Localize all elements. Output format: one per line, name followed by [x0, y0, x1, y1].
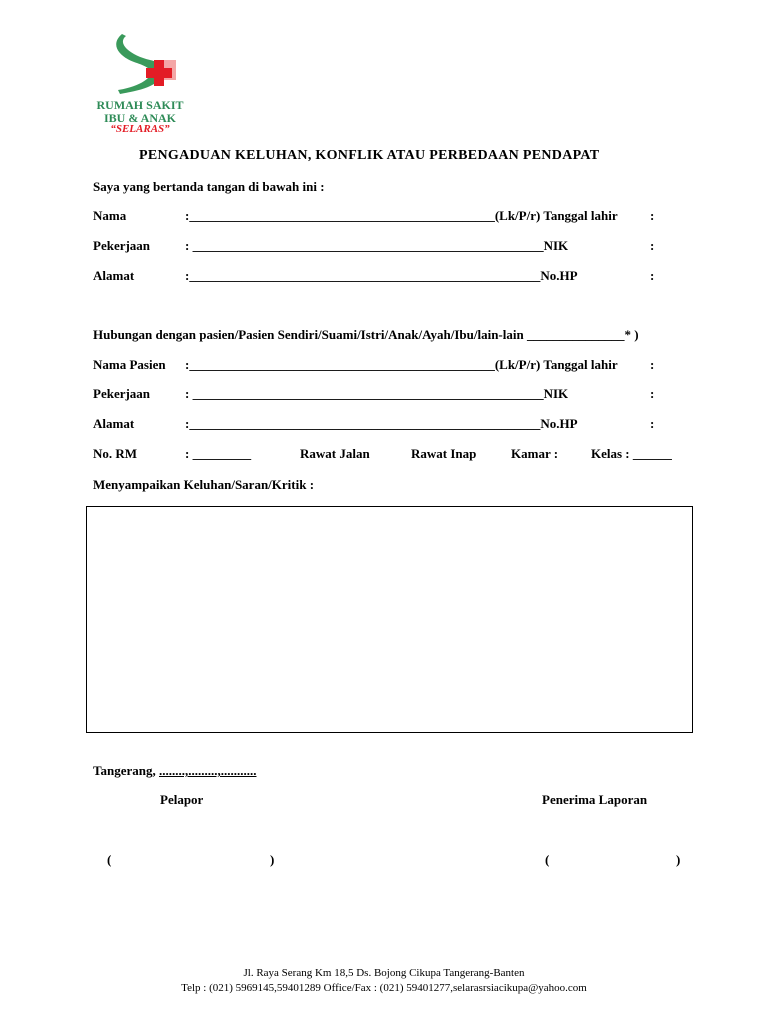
logo-line-1: RUMAH SAKIT — [96, 98, 184, 112]
pekerjaan-label: Pekerjaan — [93, 238, 151, 253]
place-date — [93, 763, 256, 779]
pekerjaan-field[interactable]: : ______________________________________________________NIK — [185, 238, 569, 253]
norm-field[interactable]: : _________ — [185, 446, 252, 461]
alamat-pasien-field[interactable]: :______________________________________________________No.HP — [185, 416, 578, 431]
pelapor-sign-close: ) — [270, 852, 275, 867]
nama-label: Nama — [93, 208, 127, 223]
form-title: PENGADUAN KELUHAN, KONFLIK ATAU PERBEDAAN PENDAPAT — [139, 148, 600, 163]
alamat-pasien-label: Alamat — [93, 416, 135, 431]
kelas-field[interactable]: Kelas : ______ — [591, 446, 672, 461]
nik-colon: : — [650, 238, 655, 253]
hospital-logo — [88, 30, 192, 136]
logo-line-2: IBU & ANAK — [103, 111, 176, 125]
date-field[interactable]: ........,.........,........... — [158, 763, 257, 778]
nohp-colon: : — [650, 268, 655, 283]
penerima-sign-close: ) — [676, 852, 681, 867]
penerima-sign-open: ( — [545, 852, 550, 867]
alamat-field[interactable]: :______________________________________________________No.HP — [185, 268, 578, 283]
nama-pasien-field[interactable]: :_______________________________________________(Lk/P/r) Tanggal lahir — [185, 357, 618, 372]
keluhan-textarea[interactable] — [86, 506, 693, 733]
penerima-label: Penerima Laporan — [542, 792, 648, 807]
rawat-inap-option[interactable]: Rawat Inap — [411, 446, 477, 461]
pelapor-sign-open: ( — [107, 852, 112, 867]
place-label: Tangerang, — [93, 763, 159, 778]
nama-colon: : — [650, 208, 655, 223]
keluhan-label: Menyampaikan Keluhan/Saran/Kritik : — [93, 477, 315, 492]
pekerjaan-pasien-field[interactable]: : ______________________________________________________NIK — [185, 386, 569, 401]
rawat-jalan-option[interactable]: Rawat Jalan — [300, 446, 370, 461]
norm-label: No. RM — [93, 446, 138, 461]
nama-pasien-label: Nama Pasien — [93, 357, 166, 372]
pekerjaan-pasien-label: Pekerjaan — [93, 386, 151, 401]
nama-pasien-colon: : — [650, 357, 655, 372]
footer-address: Jl. Raya Serang Km 18,5 Ds. Bojong Cikupa Tangerang-Banten — [243, 967, 525, 979]
kamar-field[interactable]: Kamar : — [511, 446, 559, 461]
intro-text: Saya yang bertanda tangan di bawah ini : — [93, 179, 325, 194]
nik-pasien-colon: : — [650, 386, 655, 401]
nohp-pasien-colon: : — [650, 416, 655, 431]
logo-line-3: “SELARAS” — [110, 123, 170, 135]
logo-mark-icon — [88, 30, 192, 98]
alamat-label: Alamat — [93, 268, 135, 283]
footer-contact: Telp : (021) 5969145,59401289 Office/Fax : (021) 59401277,selarasrsiacikupa@yahoo.com — [181, 982, 587, 994]
nama-field[interactable]: :_______________________________________________(Lk/P/r) Tanggal lahir — [185, 208, 618, 223]
hubungan-field[interactable]: Hubungan dengan pasien/Pasien Sendiri/Suami/Istri/Anak/Ayah/Ibu/lain-lain _______________* ) — [93, 327, 639, 342]
pelapor-label: Pelapor — [160, 792, 204, 807]
